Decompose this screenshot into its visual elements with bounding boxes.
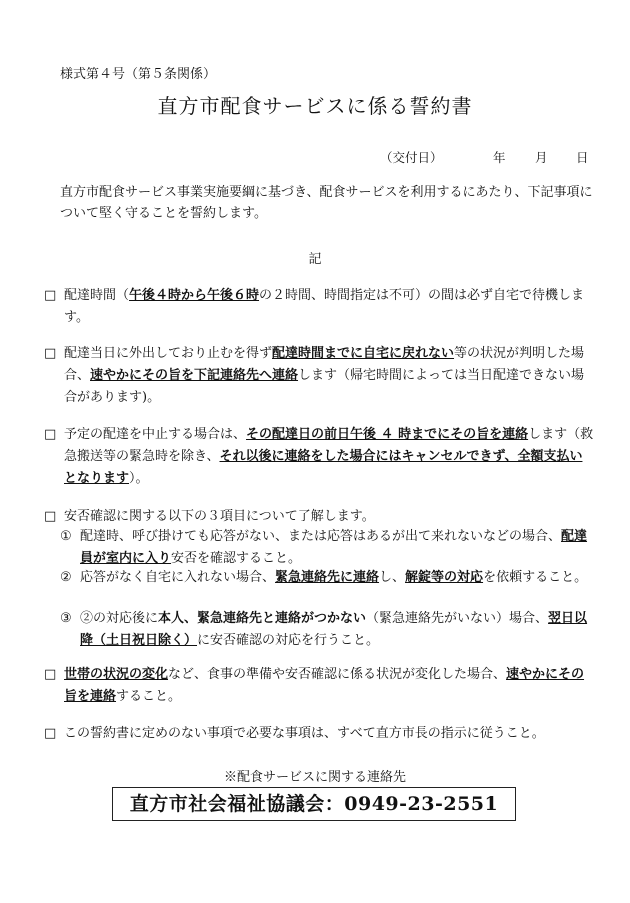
pledge-item-3 [44,424,594,490]
day-label: 日 [576,150,589,165]
month-label: 月 [535,150,548,165]
subitem-1 [60,526,592,570]
subitem-3 [60,608,592,652]
pledge-text: 安否確認に関する以下の３項目について了解します。 [64,509,375,524]
emphasis-text: 速やかにその旨を下記連絡先へ連絡 [90,368,299,383]
pledge-item-5 [44,664,594,708]
subitem-text [80,608,592,652]
pledge-text: この誓約書に定めのない事項で必要な事項は、すべて直方市長の指示に従うこと。 [64,726,545,741]
checkbox-icon[interactable]: □ [44,288,57,303]
subitem-number: ① [60,529,72,544]
emphasis-text: 配達時間までに自宅に戻れない [272,346,455,361]
text-segment: 応答がなく自宅に入れない場合、 [80,570,276,585]
emphasis-text: それ以後に連絡をした場合にはキャンセルできず、全額支払いとなります [64,449,583,486]
text-segment: 配達当日に外出しており止むを得ず [64,346,273,361]
emphasis-text: 緊急連絡先に連絡 [275,570,380,585]
emphasis-text: 速やかにその旨を連絡 [64,667,585,704]
checkbox-icon[interactable]: □ [44,726,57,741]
text-segment: を依頼すること。 [483,570,588,585]
text-segment: ）。 [129,471,149,486]
text-segment: 等の状況が判明した場合、 [64,346,585,383]
year-label: 年 [493,150,506,165]
subitem-number: ② [60,570,72,585]
subitem-2 [60,567,592,589]
checkbox-icon[interactable]: □ [44,346,57,361]
issue-date-label: （交付日） [380,150,443,165]
text-segment: など、食事の準備や安否確認に係る状況が変化した場合、 [168,667,507,682]
bold-text: 本人、緊急連絡先と連絡がつかない [158,611,367,626]
pledge-text [64,285,594,329]
text-segment: します（救急搬送等の緊急時を除き、 [64,427,594,464]
text-segment: 配達時、呼び掛けても応答がない、または応答はあるが出て来れないなどの場合、 [80,529,562,544]
text-segment: ②の対応後に [80,611,159,626]
form-number: 様式第４号（第５条関係） [60,67,217,82]
text-segment: 予定の配達を中止する場合は、 [64,427,247,442]
subitem-text [80,567,592,589]
pledge-text [64,664,594,708]
checkbox-icon[interactable]: □ [44,509,57,524]
pledge-item-2 [44,343,594,409]
emphasis-text: その配達日の前日午後 ４ 時までにその旨を連絡 [246,427,529,442]
emphasis-text: 解錠等の対応 [405,570,484,585]
text-segment: （緊急連絡先がいない）場合、 [366,611,549,626]
text-segment: 配達時間（ [64,288,130,303]
pledge-item-1 [44,285,594,329]
contact-box: 直方市社会福祉協議会：0949-23-2551 [112,787,516,821]
text-segment: し、 [379,570,406,585]
subitem-text [80,526,592,570]
emphasis-text: 配達員が室内に入り [80,529,588,566]
intro-paragraph: 直方市配食サービス事業実施要綱に基づき、配食サービスを利用するにあたり、下記事項について堅く守ることを誓約します。 [60,185,593,221]
text-segment: に安否確認の対応を行うこと。 [197,633,380,648]
checkbox-icon[interactable]: □ [44,427,57,442]
emphasis-text: 午後４時から午後６時 [129,288,260,303]
text-segment: の２時間、時間指定は不可）の間は必ず自宅で待機します。 [64,288,585,325]
document-title: 直方市配食サービスに係る誓約書 [157,94,473,118]
text-segment: します（帰宅時間によっては当日配達できない場合があります)。 [64,368,585,405]
emphasis-text: 翌日以降（土日祝日除く） [80,611,588,648]
pledge-item-6 [44,723,594,745]
text-segment: 安否を確認すること。 [171,551,302,566]
emphasis-text: 世帯の状況の変化 [64,667,169,682]
checkbox-icon[interactable]: □ [44,667,57,682]
ki-heading: 記 [308,252,322,267]
contact-note: ※配食サービスに関する連絡先 [223,770,406,785]
text-segment: すること。 [116,689,182,704]
pledge-text [64,343,594,409]
subitem-number: ③ [60,611,72,626]
pledge-item-4 [44,506,594,528]
pledge-text [64,424,594,490]
